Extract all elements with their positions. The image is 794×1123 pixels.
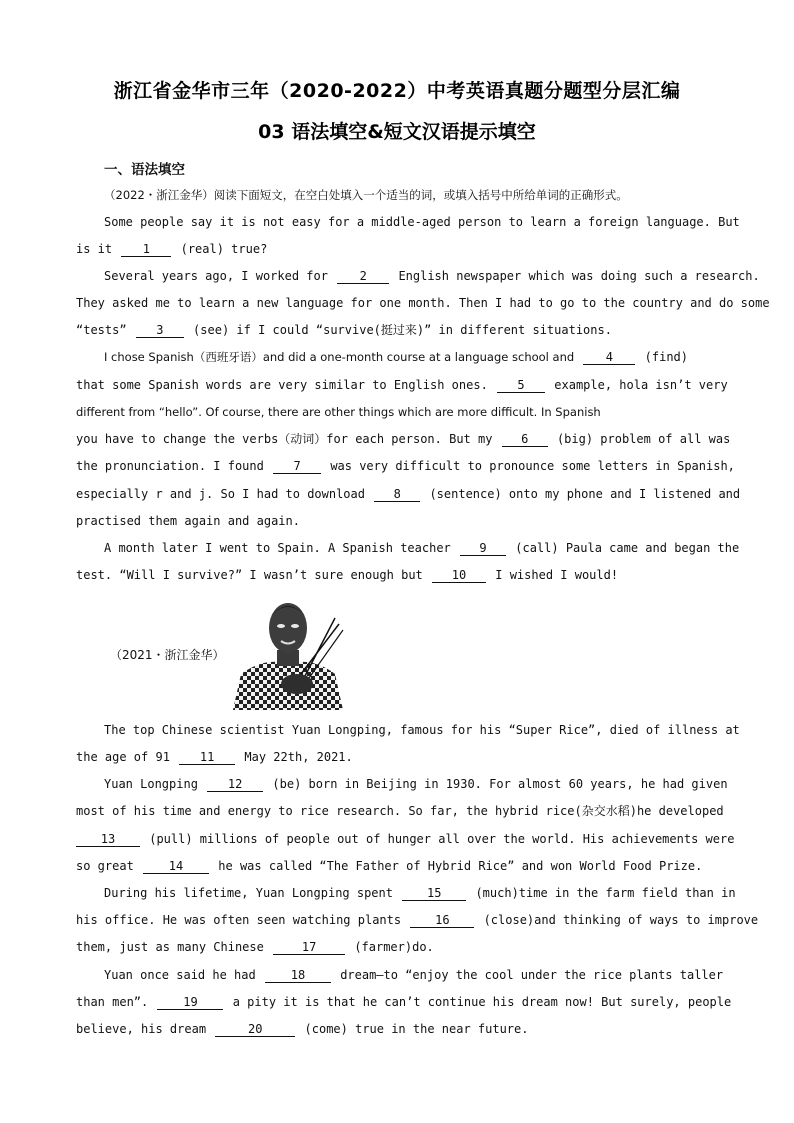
text: dream—to “enjoy the cool under the rice plants taller [340,968,724,982]
blank-5[interactable]: 5 [497,379,545,393]
text: you have to change the verbs（动词）for each person. But my [76,432,493,446]
page-subtitle: 03 语法填空&短文汉语提示填空 [258,121,536,143]
text: that some Spanish words are very similar to English ones. [76,378,488,392]
text: “tests” [76,323,127,337]
text: Yuan Longping [104,777,198,791]
passage2-line [76,831,735,847]
text: (close)and thinking of ways to improve [483,913,759,927]
blank-6[interactable]: 6 [502,433,548,447]
text: (find) [644,350,688,364]
passage2-line: most of his time and energy to rice research. So far, the hybrid rice(杂交水稻)he developed [76,804,724,818]
passage1-line: different from “hello”. Of course, there are other things which are more difficult. In Spanish [76,405,601,419]
blank-3[interactable]: 3 [136,324,184,338]
passage2-source: （2021・浙江金华） [110,648,225,662]
blank-8[interactable]: 8 [374,488,420,502]
passage1-line [76,486,741,502]
text: Several years ago, I worked for [104,269,328,283]
text: I chose Spanish（西班牙语）and did a one-month course at a language school and [104,350,575,364]
text: A month later I went to Spain. A Spanish teacher [104,541,451,555]
text: the pronunciation. I found [76,459,264,473]
passage2-line [76,858,718,874]
blank-12[interactable]: 12 [207,778,263,792]
passage2-line [76,994,732,1010]
passage2-line [76,939,718,955]
blank-18[interactable]: 18 [265,969,331,983]
text: (much)time in the farm field than in [475,886,736,900]
passage1-line: practised them again and again. [76,514,300,528]
passage1-line [104,268,760,284]
blank-7[interactable]: 7 [273,460,321,474]
text: (farmer)do. [354,940,434,954]
text: believe, his dream [76,1022,207,1036]
text: was very difficult to pronounce some letters in Spanish, [330,459,735,473]
passage1-instruction: （2022・浙江金华）阅读下面短文，在空白处填入一个适当的词，或填入括号中所给单词的正确形式。 [104,188,628,202]
text: example, hola isn’t very [554,378,728,392]
text: (call) Paula came and began the [515,541,740,555]
text: a pity it is that he can’t continue his dream now! But surely, people [232,995,732,1009]
text: (sentence) onto my phone and I listened and [429,487,741,501]
passage1-line [76,322,718,338]
text: them, just as many Chinese [76,940,264,954]
blank-14[interactable]: 14 [143,860,209,874]
blank-13[interactable]: 13 [76,833,140,847]
blank-20[interactable]: 20 [215,1023,295,1037]
passage2-line [104,967,724,983]
passage2-line [76,912,759,928]
passage2-line: The top Chinese scientist Yuan Longping, famous for his “Super Rice”, died of illness at [104,723,740,737]
text: During his lifetime, Yuan Longping spent [104,886,393,900]
blank-11[interactable]: 11 [179,751,235,765]
text: his office. He was often seen watching plants [76,913,402,927]
text: (real) true? [180,242,268,256]
text: Yuan once said he had [104,968,256,982]
passage2-line [104,776,728,792]
blank-17[interactable]: 17 [273,941,345,955]
passage1-line [76,458,735,474]
text: especially r and j. So I had to download [76,487,365,501]
text: so great [76,859,134,873]
passage1-line: They asked me to learn a new language for one month. Then I had to go to the country and do some [76,296,770,310]
text: (big) problem of all was [556,432,731,446]
text: test. “Will I survive?” I wasn’t sure enough but [76,568,423,582]
passage1-line: Some people say it is not easy for a middle-aged person to learn a foreign language. But [104,215,740,229]
passage1-line [104,349,718,365]
text: English newspaper which was doing such a research. [398,269,760,283]
blank-16[interactable]: 16 [410,914,474,928]
blank-9[interactable]: 9 [460,542,506,556]
text: I wished I would! [495,568,619,582]
passage1-line [76,567,718,583]
text: is it [76,242,113,256]
passage1-line [76,431,731,447]
blank-2[interactable]: 2 [337,270,389,284]
text: (be) born in Beijing in 1930. For almost 60 years, he had given [272,777,728,791]
passage2-line [76,749,718,765]
passage1-line [104,540,740,556]
page-title: 浙江省金华市三年（2020-2022）中考英语真题分题型分层汇编 [113,80,681,102]
passage2-line [76,1021,718,1037]
text: the age of 91 [76,750,170,764]
blank-19[interactable]: 19 [157,996,223,1010]
text: (come) true in the near future. [304,1022,529,1036]
blank-10[interactable]: 10 [432,569,486,583]
section-heading: 一、语法填空 [104,162,185,178]
text: he was called “The Father of Hybrid Rice” and won World Food Prize. [218,859,703,873]
blank-15[interactable]: 15 [402,887,466,901]
passage1-line [76,377,728,393]
text: (see) if I could “survive(挺过来)” in different situations. [193,323,612,337]
passage2-line [104,885,736,901]
blank-4[interactable]: 4 [583,351,635,365]
text: (pull) millions of people out of hunger all over the world. His achievements were [149,832,735,846]
text: May 22th, 2021. [244,750,353,764]
portrait-photo [231,596,345,710]
passage1-line [76,241,718,257]
blank-1[interactable]: 1 [121,243,171,257]
text: than men”. [76,995,149,1009]
